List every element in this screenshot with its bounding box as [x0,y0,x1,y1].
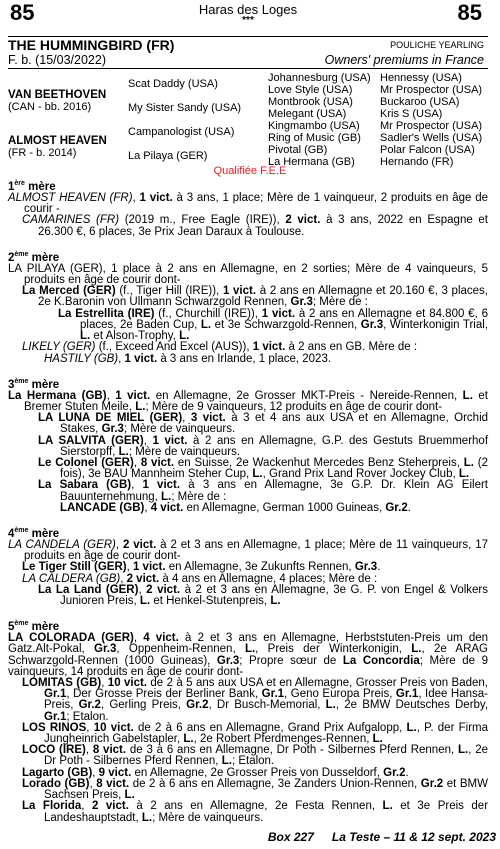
dam-section-1 [8,178,488,238]
section-title [8,376,488,391]
box-number: Box 227 [267,830,314,844]
pedigree-g4: Hennessy (USA) [380,72,462,84]
pedigree-g3: Ring of Music (GB) [268,132,361,144]
pedigree-g4: Mr Prospector (USA) [380,84,483,96]
pedigree-entry: Lagarto (GB), 9 vict. en Allemagne, 2e Grosser Preis von Dusseldorf, Gr.2. [22,766,409,779]
pedigree-g3: Johannesburg (USA) [268,72,371,84]
section-number: 1 [8,180,15,193]
pedigree-entry: LA SALVITA (GER), 1 vict. à 2 ans en Allemagne, G.P. des Gestuts Bruemmerhof Sierstorpff, L.; Mère de vainqueurs. [38,434,489,458]
horse-description: F. b. (15/03/2022) [8,53,106,67]
pedigree-entry: Lorado (GB), 8 vict. de 2 à 6 ans en Allemagne, 3e Zanders Union-Rennen, Gr.2 et BMW Sachsen Preis, L. [22,777,488,802]
stud-name [8,3,488,25]
pedigree-entry: La Sabara (GB), 1 vict. à 3 ans en Allemagne, 3e G.P. Dr. Klein AG Eilert Bauunternehmung, L.; Mère de : LANCADE (GB), 4 vict. en Allemagne, German 1000 Guineas, Gr.2. [38,479,488,514]
pedigree-entry: ALMOST HEAVEN (FR), 1 vict. à 3 ans, 1 place; Mère de 1 vainqueur, 2 produits en âge de courir - [8,192,488,216]
section-label: mère [28,621,60,634]
pedigree-table [8,72,488,168]
horse-category: POULICHE YEARLING [390,40,484,50]
section-ordinal: ème [14,620,29,628]
pedigree-entry: La Hermana (GB), 1 vict. en Allemagne, 2e Grosser MKT-Preis - Nereide-Rennen, L. et Bremer Stuten Meile, L.; Mère de 9 vainqueurs, 12 produits en âge de courir dont- [8,389,488,413]
pedigree-g2: My Sister Sandy (USA) [128,102,242,114]
sale-event: La Teste – 11 & 12 sept. 2023 [331,830,496,844]
dam-section-2 [8,249,488,365]
section-title [8,525,488,540]
pedigree-g4: Buckaroo (USA) [380,96,460,108]
section-label: mère [28,251,60,264]
pedigree-entry: LOMITAS (GB), 10 vict. de 2 à 5 ans aux USA et en Allemagne, Grosser Preis von Baden, Gr.1, Der Grosse Preis der Berliner Bank, Gr.1, Geno Europa Preis, Gr.1, Idee Hansa-Preis, Gr.2, Gerling Preis, Gr.2, Dr Busch-Memorial, L., 2e BMW Deutsches Derby, Gr.1; Etalon. [22,677,489,723]
dam-section-5 [8,618,488,823]
pedigree-entry: Le Tiger Still (GER), 1 vict. en Allemagne, 3e Zukunfts Rennen, Gr.3. [22,561,381,574]
catalogue-page [8,0,488,168]
pedigree-entry: LA PILAYA (GER), 1 place à 2 ans en Allemagne, en 2 sorties; Mère de 4 vainqueurs, 5 produits en âge de courir dont- [8,262,488,287]
pedigree-g3: Montbrook (USA) [268,96,353,108]
page-header [8,2,488,36]
lot-number-left: 85 [10,0,35,25]
section-number: 2 [8,251,15,264]
pedigree-entry: La Florida, 2 vict. à 2 ans en Allemagne, 2e Festa Rennen, L. et 3e Preis der Landeshauptstadt, L.; Mère de vainqueurs. [22,800,489,824]
pedigree-g3: Kingmambo (USA) [268,120,360,132]
section-number: 4 [8,527,15,540]
pedigree-entry: LOS RINOS, 10 vict. de 2 à 6 ans en Allemagne, Grand Prix Aufgalopp, L., P. der Firma Jungheinrich Gabelstapler, L., 2e Robert Pferdmenges-Rennen, L. [22,721,489,746]
pedigree-entry: LA COLORADA (GER), 4 vict. à 2 et 3 ans en Allemagne, Herbststuten-Preis um den Gatz.Alt-Pokal, Gr.3, Oppenheim-Rennen, L., Preis der Winterkonigin, L., 2e ARAG Schwarzgold-Rennen (1000 Guineas), Gr.3; Propre sœur de La Concordia; Mère de 9 vainqueurs, 14 produits en âge de courir dont- [8,632,489,678]
section-ordinal: ère [14,180,25,187]
pedigree-g3: Pivotal (GB) [268,144,328,156]
sire-info: (CAN - bb. 2016) [8,101,92,113]
section-number: 3 [8,378,15,391]
pedigree-entry: LOCO (IRE), 8 vict. de 3 à 6 ans en Allemagne, Dr Poth - Silbernes Pferd Rennen, L., 2e Dr Poth - Silbernes Pferd Rennen, L.; Etalon. [22,744,489,768]
page-footer [0,830,496,844]
pedigree-g2: La Pilaya (GER) [128,150,208,162]
section-title [8,178,488,193]
section-ordinal: ème [14,250,29,258]
section-ordinal: ème [14,526,29,534]
pedigree-g3: Love Style (USA) [268,84,353,96]
lot-number-right: 85 [457,0,482,25]
dam-info: (FR - b. 2014) [8,147,77,159]
pedigree-entry: La La Land (GER), 2 vict. à 2 et 3 ans en Allemagne, 3e G. P. von Engel & Volkers Junioren Preis, L. et Henkel-Stutenpreis, L. [38,583,489,608]
pedigree-entry: La Estrellita (IRE) (f., Churchill (IRE)), 1 vict. à 2 ans en Allemagne et 84.800 €, 6 places, 2e Baden Cup, L. et 3e Schwarzgold-Rennen, Gr.3, Winterkonigin Trial, L. et Alson-Trophy, L. [58,307,488,343]
dam-section-4 [8,525,488,607]
pedigree-details [8,178,488,824]
dam-name: ALMOST HEAVEN [8,135,107,147]
pedigree-g4: Polar Falcon (USA) [380,144,475,156]
pedigree-g4: Kris S (USA) [380,108,443,120]
section-ordinal: ème [14,377,29,385]
horse-name: THE HUMMINGBIRD (FR) [8,37,175,53]
pedigree-entry: CAMARINES (FR) (2019 m., Free Eagle (IRE)), 2 vict. à 3 ans, 2022 en Espagne et 26.300 €, 6 places, 3e Prix Jean Daraux à Toulouse. [22,214,488,238]
subtitle-row [8,53,488,68]
pedigree-g4: Sadler's Wells (USA) [380,132,483,144]
section-title [8,618,488,633]
title-row [8,37,488,53]
section-number: 5 [8,621,15,634]
pedigree-entry: LIKELY (GER) (f., Exceed And Excel (AUS)), 1 vict. à 2 ans en GB. Mère de : HASTILY (GB), 1 vict. à 3 ans en Irlande, 1 place, 2023. [22,341,418,365]
rating-stars: *** [242,15,254,26]
pedigree-g2: Scat Daddy (USA) [128,78,218,90]
pedigree-g3: La Hermana (GB) [268,156,355,168]
pedigree-entry: Le Colonel (GER), 8 vict. en Suisse, 2e Wackenhut Mercedes Benz Steherpreis, L. (2 fois), 3e BAU Mannheim Steher Cup, L., Grand Prix Land Rover Jockey Club, L. [38,456,488,481]
pedigree-g2: Campanologist (USA) [128,126,235,138]
pedigree-g4: Mr Prospector (USA) [380,120,483,132]
premium-note: Owners' premiums in France [324,53,484,67]
pedigree-g4: Hernando (FR) [380,156,454,168]
dam-section-3 [8,376,488,514]
section-label: mère [24,180,56,193]
pedigree-entry: LA LUNA DE MIEL (GER), 3 vict. à 3 et 4 ans aux USA et en Allemagne, Orchid Stakes, Gr.3; Mère de vainqueurs. [38,412,489,436]
pedigree-entry: LA CALDERA (GB), 2 vict. à 4 ans en Allemagne, 4 places; Mère de : [22,572,378,585]
pedigree-entry: LA CANDELA (GER), 2 vict. à 2 et 3 ans en Allemagne, 1 place; Mère de 11 vainqueurs, 17 produits en âge de courir dont- [8,539,489,563]
haras-name: Haras des Loges [198,2,298,17]
pedigree-g3: Melegant (USA) [268,108,347,120]
title-rule [8,68,488,69]
sire-name: VAN BEETHOVEN [8,89,107,101]
pedigree-entry: La Merced (GER) (f., Tiger Hill (IRE)), 1 vict. à 2 ans en Allemagne et 20.160 €, 3 places, 2e K.Baronin von Ullmann Schwarzgold Rennen, Gr.3; Mère de : [22,285,488,309]
section-title [8,249,488,264]
section-label: mère [28,527,60,540]
section-label: mère [28,378,60,391]
qualification-note: Qualifiée F.E.E [213,165,287,177]
